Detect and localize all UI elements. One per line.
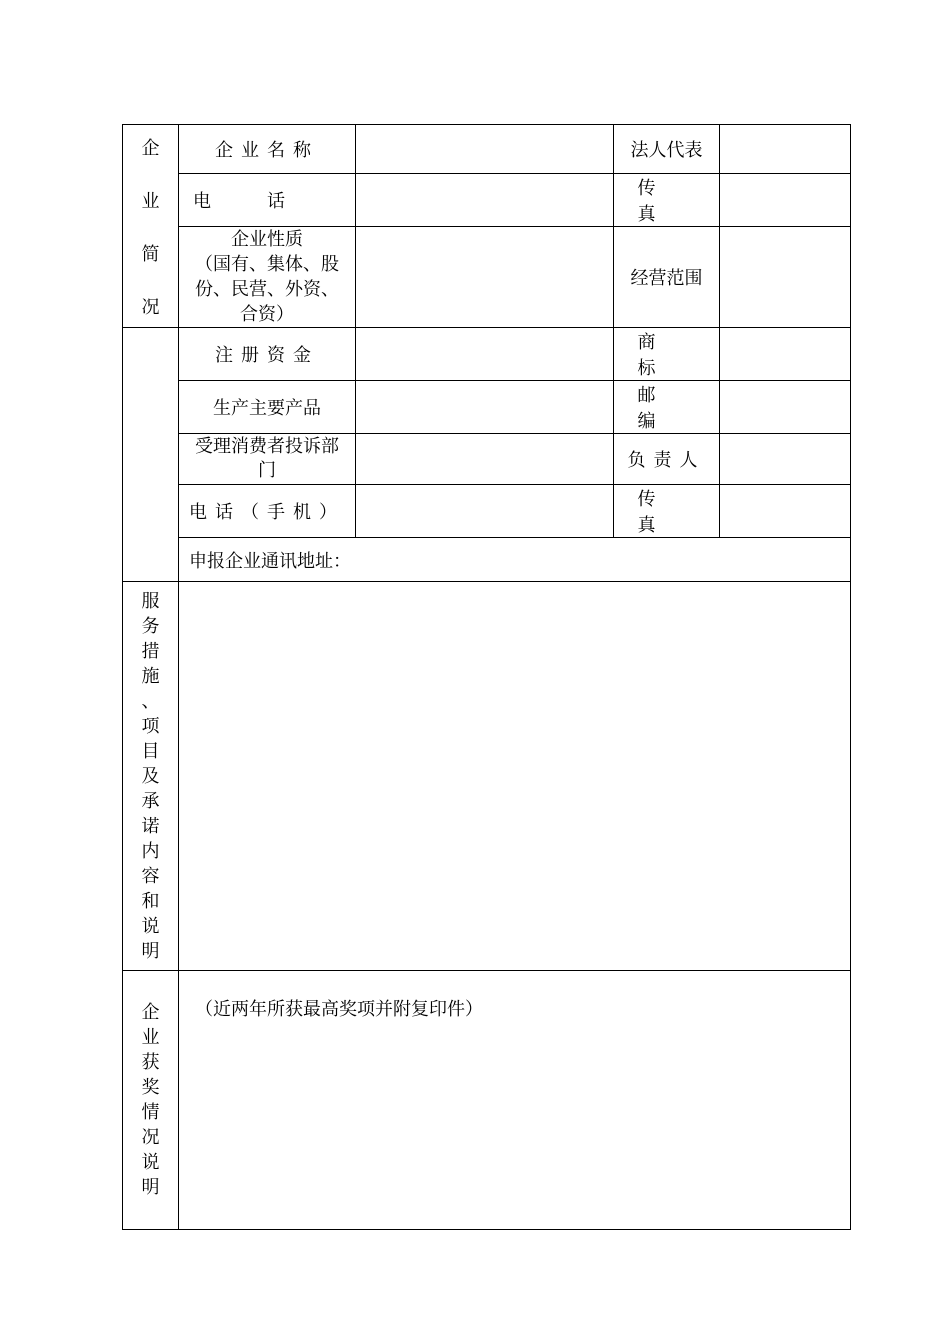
side-label-char: 明 bbox=[141, 1177, 160, 1198]
label-line: 企业性质 bbox=[231, 229, 303, 250]
side-label-char: 务 bbox=[141, 615, 160, 637]
row-mobile-phone bbox=[123, 485, 851, 538]
field-business-scope[interactable] bbox=[720, 227, 851, 328]
side-label-char: 说 bbox=[141, 1152, 160, 1173]
side-label-char: 明 bbox=[141, 940, 160, 962]
row-phone bbox=[123, 174, 851, 227]
label-fax-2: 传真 bbox=[614, 485, 720, 538]
row-registered-capital bbox=[123, 328, 851, 381]
side-label-char: 和 bbox=[141, 890, 160, 912]
row-complaint-department bbox=[123, 434, 851, 485]
side-label-char: 及 bbox=[141, 765, 160, 787]
field-address[interactable] bbox=[179, 538, 851, 582]
row-address bbox=[123, 538, 851, 582]
side-label-char: 容 bbox=[141, 865, 160, 887]
side-label-char: 况 bbox=[141, 296, 160, 318]
side-label-char: 承 bbox=[141, 790, 160, 812]
row-company-name bbox=[123, 125, 851, 174]
field-mobile-phone[interactable] bbox=[356, 485, 614, 538]
side-label-char: 目 bbox=[141, 740, 160, 762]
row-service-measures bbox=[123, 582, 851, 971]
side-label-char: 业 bbox=[141, 190, 160, 212]
field-awards[interactable] bbox=[179, 971, 851, 1230]
label-line: 受理消费者投诉部 bbox=[195, 436, 339, 457]
side-label-char: 简 bbox=[141, 243, 160, 265]
label-main-products: 生产主要产品 bbox=[179, 381, 356, 434]
side-label-char: 施 bbox=[141, 665, 160, 687]
field-company-nature[interactable] bbox=[356, 227, 614, 328]
label-address: 申报企业通讯地址： bbox=[189, 550, 351, 572]
field-registered-capital[interactable] bbox=[356, 328, 614, 381]
side-label-char: 、 bbox=[141, 690, 160, 712]
side-label-char: 情 bbox=[141, 1102, 160, 1123]
label-company-name: 企业名称 bbox=[179, 125, 356, 174]
label-line: （国有、集体、股 bbox=[195, 254, 339, 275]
label-person-in-charge: 负责人 bbox=[614, 434, 720, 485]
field-fax[interactable] bbox=[720, 174, 851, 227]
label-postcode: 邮编 bbox=[614, 381, 720, 434]
field-main-products[interactable] bbox=[356, 381, 614, 434]
side-label-char: 服 bbox=[141, 590, 160, 612]
side-label-char: 措 bbox=[141, 640, 160, 662]
field-company-name[interactable] bbox=[356, 125, 614, 174]
field-trademark[interactable] bbox=[720, 328, 851, 381]
label-line: 门 bbox=[258, 460, 276, 481]
label-mobile-phone: 电话（手机） bbox=[179, 485, 356, 538]
side-label-char: 内 bbox=[141, 840, 160, 862]
label-line: 合资） bbox=[240, 304, 294, 325]
field-complaint-department[interactable] bbox=[356, 434, 614, 485]
label-fax: 传真 bbox=[614, 174, 720, 227]
application-form-table bbox=[122, 124, 851, 1230]
side-blank-cell bbox=[123, 328, 179, 582]
field-phone[interactable] bbox=[356, 174, 614, 227]
label-business-scope: 经营范围 bbox=[614, 227, 720, 328]
label-line: 份、民营、外资、 bbox=[195, 279, 339, 300]
side-label-char: 诺 bbox=[141, 815, 160, 837]
field-person-in-charge[interactable] bbox=[720, 434, 851, 485]
label-company-nature bbox=[179, 227, 356, 328]
field-legal-representative[interactable] bbox=[720, 125, 851, 174]
row-main-products bbox=[123, 381, 851, 434]
side-label-char: 奖 bbox=[141, 1077, 160, 1098]
side-label-char: 说 bbox=[141, 915, 160, 937]
label-phone: 电话 bbox=[179, 174, 356, 227]
side-label-char: 获 bbox=[141, 1052, 160, 1073]
label-legal-representative: 法人代表 bbox=[614, 125, 720, 174]
side-label-char: 企 bbox=[141, 137, 160, 159]
row-awards bbox=[123, 971, 851, 1230]
label-registered-capital: 注册资金 bbox=[179, 328, 356, 381]
field-fax-2[interactable] bbox=[720, 485, 851, 538]
side-label-company-overview bbox=[123, 125, 179, 328]
label-complaint-department bbox=[179, 434, 356, 485]
side-label-char: 况 bbox=[141, 1127, 160, 1148]
row-company-nature bbox=[123, 227, 851, 328]
awards-note: （近两年所获最高奖项并附复印件） bbox=[195, 999, 483, 1020]
side-label-awards bbox=[123, 971, 179, 1230]
side-label-char: 企 bbox=[141, 1002, 160, 1023]
field-service-measures[interactable] bbox=[179, 582, 851, 971]
side-label-char: 项 bbox=[141, 715, 160, 737]
side-label-service-measures bbox=[123, 582, 179, 971]
side-label-char: 业 bbox=[141, 1027, 160, 1048]
label-trademark: 商标 bbox=[614, 328, 720, 381]
field-postcode[interactable] bbox=[720, 381, 851, 434]
